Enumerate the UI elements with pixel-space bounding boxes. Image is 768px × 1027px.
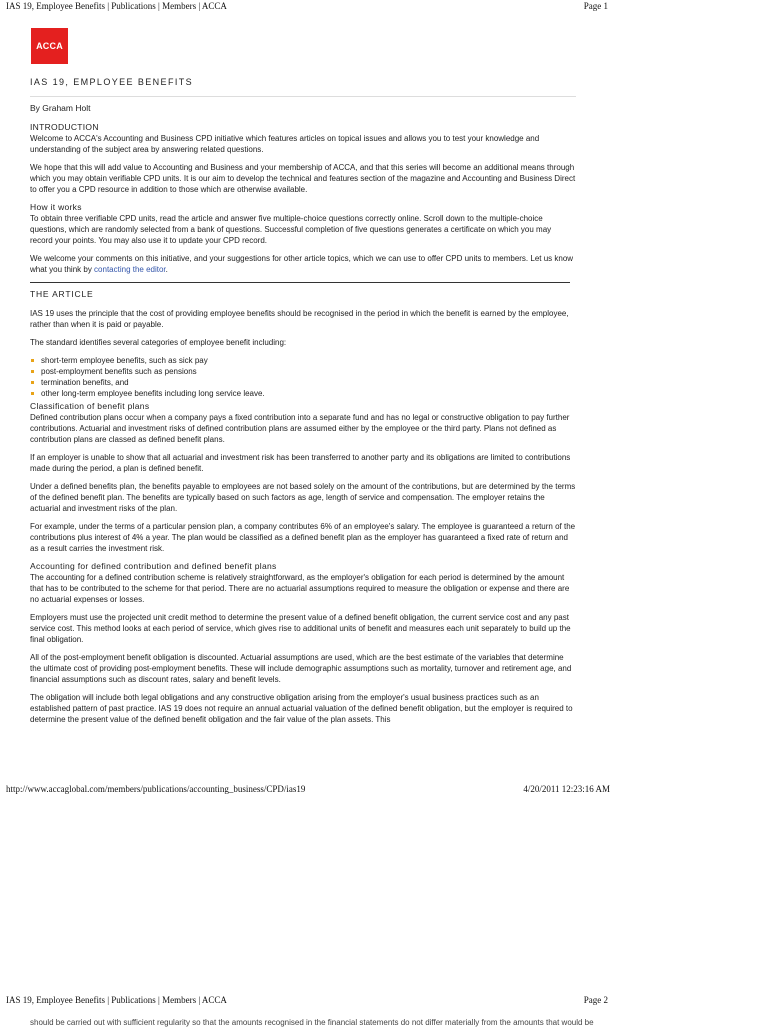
print-header-page: Page 1 (583, 1, 608, 11)
article-paragraph-2: The standard identifies several categories of employee benefit including: (30, 338, 287, 347)
feedback-text: We welcome your comments on this initiative, and your suggestions for other article topics, which we can use to offer CPD units to members. Let us know what you think by (30, 254, 574, 274)
print-header (6, 1, 608, 11)
list-item: post-employment benefits such as pensions (30, 366, 576, 377)
article-title: IAS 19, EMPLOYEE BENEFITS (30, 77, 576, 97)
list-item: other long-term employee benefits including long service leave. (30, 388, 576, 399)
benefit-categories-list (30, 355, 576, 399)
list-item: short-term employee benefits, such as sick pay (30, 355, 576, 366)
print-footer-timestamp: 4/20/2011 12:23:16 AM (523, 784, 610, 794)
page2-header-title: IAS 19, Employee Benefits | Publications | Members | ACCA (6, 995, 227, 1005)
introduction-paragraph-2: We hope that this will add value to Accounting and Business and your membership of ACCA, and that this series will become an additional means through which you may obtain verifiable CPD units. It is our aim to develop the technical and features section of the magazine and Accounting and Business Direct to offer you a CPD resource in addition to those which are otherwise available. (30, 163, 576, 194)
article-paragraph-1: IAS 19 uses the principle that the cost of providing employee benefits should be recognised in the period in which the benefit is earned by the employee, rather than when it is paid or payable. (30, 309, 569, 329)
print-header-title: IAS 19, Employee Benefits | Publications | Members | ACCA (6, 1, 227, 11)
accounting-paragraph-2: Employers must use the projected unit credit method to determine the present value of a defined benefit obligation, the current service cost and any past service cost. This method looks at each period of service, which gives rise to additional units of benefit and measures each unit separately to build up the final obligation. (30, 613, 571, 644)
classification-paragraph-4: For example, under the terms of a particular pension plan, a company contributes 6% of an employee's salary. The employee is guaranteed a return of the contributions plus interest of 4% a year. The plan would be classified as a defined benefit plan as the employer has guaranteed a fixed rate of return and as a result carries the investment risk. (30, 522, 576, 553)
list-item: termination benefits, and (30, 377, 576, 388)
classification-paragraph-2: If an employer is unable to show that all actuarial and investment risk has been transferred to another party and its obligations are limited to contributions made during the period, a plan is defined benefit. (30, 453, 571, 473)
page2-header (6, 995, 608, 1005)
accounting-paragraph-1: The accounting for a defined contribution scheme is relatively straightforward, as the employer's obligation for each period is determined by the amount that has to be contributed to the scheme for that period. There are no actuarial assumptions required to measure the obligation or expense and there are no actuarial expenses or losses. (30, 573, 570, 604)
feedback-end: . (165, 265, 168, 274)
print-footer-url: http://www.accaglobal.com/members/publications/accounting_business/CPD/ias19 (6, 784, 306, 794)
page2-partial-line: should be carried out with sufficient regularity so that the amounts recognised in the financial statements do not differ materially from the amounts that would be (30, 1018, 594, 1027)
acca-logo-text: ACCA (36, 41, 63, 51)
byline: By Graham Holt (30, 103, 91, 113)
print-footer (6, 784, 610, 794)
article-content (30, 77, 576, 732)
classification-paragraph-1: Defined contribution plans occur when a company pays a fixed contribution into a separate fund and has no legal or constructive obligation to pay further contributions. Actuarial and investment risks of defined contribution plans are assumed either by the employee or the third party. Plans not defined as contribution plans are classed as defined benefit plans. (30, 413, 570, 444)
section-divider (30, 282, 570, 283)
accounting-heading: Accounting for defined contribution and defined benefit plans (30, 561, 277, 571)
classification-heading: Classification of benefit plans (30, 401, 150, 411)
page2-header-page: Page 2 (583, 995, 608, 1005)
introduction-heading: INTRODUCTION (30, 122, 99, 132)
classification-paragraph-3: Under a defined benefits plan, the benefits payable to employees are not based solely on the amount of the contributions, but are determined by the terms of the defined benefit plan. The benefits are typically based on such factors as age, length of service and compensation. The employer retains the actuarial and investment risks of the plan. (30, 482, 576, 513)
how-it-works-paragraph-1: To obtain three verifiable CPD units, read the article and answer five multiple-choice questions correctly online. Scroll down to the multiple-choice questions, which are randomly selected from a bank of questions. Successful completion of five questions generates a certificate on which you may record your points. You may also use it to update your CPD record. (30, 214, 552, 245)
how-it-works-heading: How it works (30, 202, 82, 212)
introduction-paragraph-1: Welcome to ACCA's Accounting and Business CPD initiative which features articles on topical issues and allows you to test your knowledge and understanding of the subject area by answering related questions. (30, 134, 540, 154)
accounting-paragraph-4: The obligation will include both legal obligations and any constructive obligation arising from the employer's usual business practices such as an established pattern of past practice. IAS 19 does not require an annual actuarial valuation of the defined benefit obligation, but the employer is required to determine the present value of the defined benefit obligation and the fair value of the plan assets. This (30, 693, 573, 724)
how-it-works-paragraph-2 (30, 253, 576, 275)
the-article-heading: THE ARTICLE (30, 289, 94, 299)
contact-editor-link[interactable]: contacting the editor (94, 265, 166, 274)
accounting-paragraph-3: All of the post-employment benefit obligation is discounted. Actuarial assumptions are used, which are the best estimate of the variables that determine the ultimate cost of providing post-employment benefits. These will include demographic assumptions such as mortality, turnover and retirement age, and financial assumptions such as discount rates, salary and benefit levels. (30, 653, 572, 684)
acca-logo[interactable] (31, 28, 68, 64)
